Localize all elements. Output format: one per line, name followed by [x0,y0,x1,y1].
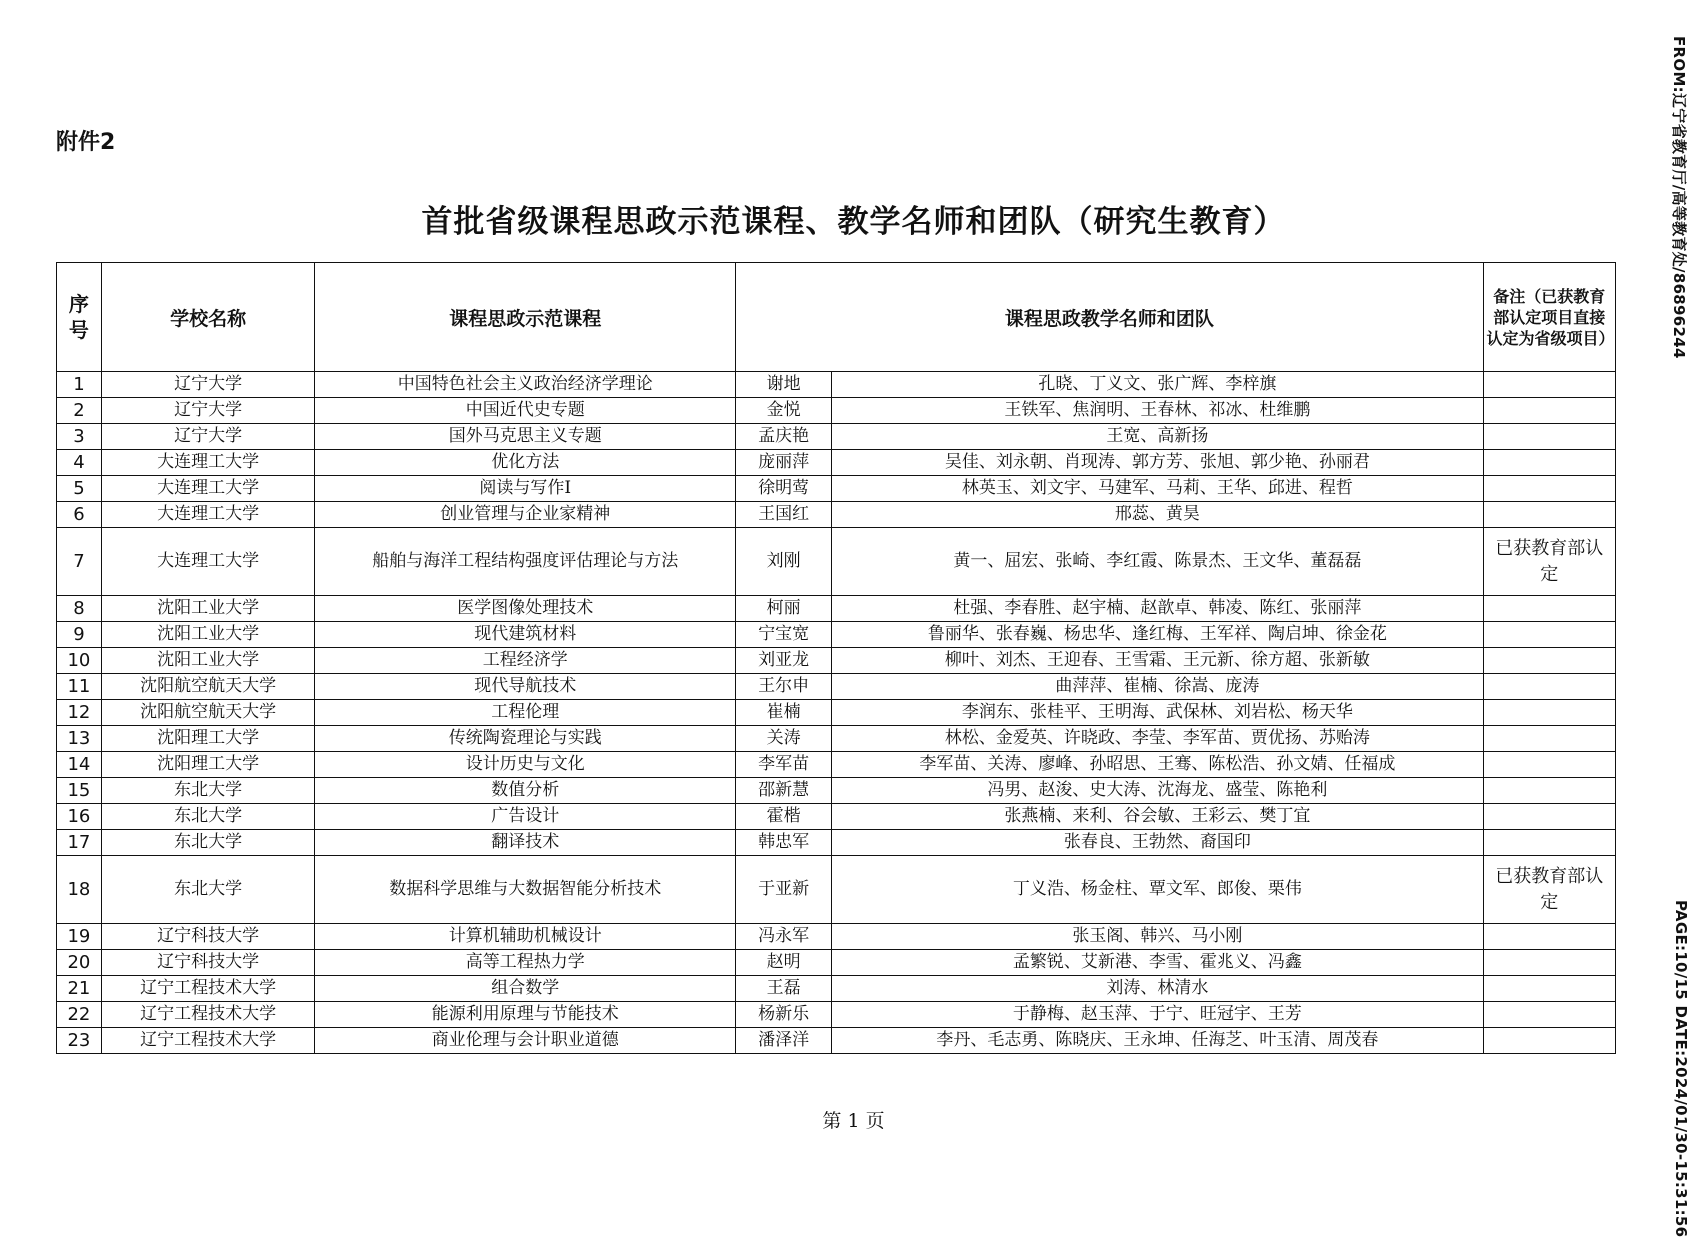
cell-lead-teacher: 王磊 [736,976,832,1002]
cell-note [1483,372,1615,398]
cell-serial-number: 7 [57,528,102,596]
cell-school-name: 东北大学 [101,856,315,924]
table-row [57,476,1616,502]
cell-course-name: 翻译技术 [315,830,736,856]
fax-header-from: FROM:辽宁省教育厅/高等教育处/86896244 [1670,36,1688,359]
cell-note [1483,950,1615,976]
cell-school-name: 辽宁工程技术大学 [101,1028,315,1054]
cell-lead-teacher: 潘泽洋 [736,1028,832,1054]
cell-lead-teacher: 孟庆艳 [736,424,832,450]
table-row [57,372,1616,398]
cell-team-members: 冯男、赵浚、史大涛、沈海龙、盛莹、陈艳利 [832,778,1483,804]
cell-lead-teacher: 于亚新 [736,856,832,924]
cell-serial-number: 12 [57,700,102,726]
table-row [57,648,1616,674]
cell-team-members: 刘涛、林清水 [832,976,1483,1002]
cell-school-name: 辽宁大学 [101,398,315,424]
cell-note [1483,726,1615,752]
cell-team-members: 张燕楠、来利、谷会敏、王彩云、樊丁宜 [832,804,1483,830]
cell-course-name: 现代建筑材料 [315,622,736,648]
table-row [57,424,1616,450]
cell-note [1483,622,1615,648]
cell-school-name: 辽宁工程技术大学 [101,976,315,1002]
cell-school-name: 沈阳航空航天大学 [101,700,315,726]
table-header-row [57,263,1616,372]
cell-school-name: 辽宁大学 [101,424,315,450]
cell-lead-teacher: 刘亚龙 [736,648,832,674]
cell-school-name: 沈阳工业大学 [101,648,315,674]
cell-course-name: 传统陶瓷理论与实践 [315,726,736,752]
cell-school-name: 辽宁工程技术大学 [101,1002,315,1028]
cell-note: 已获教育部认定 [1483,856,1615,924]
table-row [57,674,1616,700]
cell-course-name: 船舶与海洋工程结构强度评估理论与方法 [315,528,736,596]
table-row [57,726,1616,752]
cell-school-name: 东北大学 [101,830,315,856]
cell-course-name: 中国近代史专题 [315,398,736,424]
cell-note [1483,924,1615,950]
cell-serial-number: 22 [57,1002,102,1028]
cell-school-name: 大连理工大学 [101,476,315,502]
cell-serial-number: 10 [57,648,102,674]
cell-course-name: 阅读与写作I [315,476,736,502]
cell-team-members: 柳叶、刘杰、王迎春、王雪霜、王元新、徐方超、张新敏 [832,648,1483,674]
cell-course-name: 医学图像处理技术 [315,596,736,622]
cell-serial-number: 6 [57,502,102,528]
header-school-name: 学校名称 [101,263,315,372]
cell-team-members: 林松、金爱英、许晓政、李莹、李军苗、贾优扬、苏贻涛 [832,726,1483,752]
cell-note [1483,648,1615,674]
cell-serial-number: 23 [57,1028,102,1054]
cell-note [1483,1002,1615,1028]
cell-serial-number: 17 [57,830,102,856]
cell-team-members: 张春良、王勃然、裔国印 [832,830,1483,856]
cell-lead-teacher: 霍楷 [736,804,832,830]
cell-note [1483,976,1615,1002]
cell-team-members: 邢蕊、黄昊 [832,502,1483,528]
cell-course-name: 高等工程热力学 [315,950,736,976]
cell-lead-teacher: 王尔申 [736,674,832,700]
cell-note [1483,502,1615,528]
table-row [57,1028,1616,1054]
cell-serial-number: 5 [57,476,102,502]
award-table [56,262,1616,1054]
fax-header-page-date: PAGE:10/15 DATE:2024/01/30-15:31:56 [1672,900,1690,1237]
cell-team-members: 李润东、张桂平、王明海、武保林、刘岩松、杨天华 [832,700,1483,726]
cell-lead-teacher: 杨新乐 [736,1002,832,1028]
cell-serial-number: 19 [57,924,102,950]
cell-team-members: 林英玉、刘文宇、马建军、马莉、王华、邱进、程哲 [832,476,1483,502]
cell-serial-number: 2 [57,398,102,424]
cell-team-members: 王铁军、焦润明、王春林、祁冰、杜维鹏 [832,398,1483,424]
table-row [57,976,1616,1002]
cell-team-members: 孔晓、丁义文、张广辉、李梓旗 [832,372,1483,398]
cell-team-members: 曲萍萍、崔楠、徐嵩、庞涛 [832,674,1483,700]
cell-serial-number: 11 [57,674,102,700]
cell-course-name: 工程经济学 [315,648,736,674]
header-teacher-team: 课程思政教学名师和团队 [736,263,1483,372]
cell-course-name: 国外马克思主义专题 [315,424,736,450]
cell-course-name: 广告设计 [315,804,736,830]
cell-lead-teacher: 李军苗 [736,752,832,778]
cell-school-name: 沈阳理工大学 [101,752,315,778]
cell-course-name: 现代导航技术 [315,674,736,700]
table-row [57,830,1616,856]
cell-note: 已获教育部认定 [1483,528,1615,596]
cell-serial-number: 18 [57,856,102,924]
cell-serial-number: 4 [57,450,102,476]
table-body [57,372,1616,1054]
table-row [57,398,1616,424]
cell-lead-teacher: 柯丽 [736,596,832,622]
cell-school-name: 辽宁大学 [101,372,315,398]
cell-lead-teacher: 赵明 [736,950,832,976]
cell-lead-teacher: 冯永军 [736,924,832,950]
cell-serial-number: 16 [57,804,102,830]
cell-note [1483,778,1615,804]
cell-school-name: 沈阳理工大学 [101,726,315,752]
cell-lead-teacher: 庞丽萍 [736,450,832,476]
document-title: 首批省级课程思政示范课程、教学名师和团队（研究生教育） [421,204,1286,240]
cell-note [1483,1028,1615,1054]
table-row [57,596,1616,622]
cell-school-name: 东北大学 [101,804,315,830]
cell-lead-teacher: 崔楠 [736,700,832,726]
cell-team-members: 王宽、高新扬 [832,424,1483,450]
cell-school-name: 大连理工大学 [101,450,315,476]
cell-serial-number: 15 [57,778,102,804]
cell-team-members: 李丹、毛志勇、陈晓庆、王永坤、任海芝、叶玉清、周茂春 [832,1028,1483,1054]
cell-lead-teacher: 谢地 [736,372,832,398]
cell-serial-number: 13 [57,726,102,752]
cell-lead-teacher: 韩忠军 [736,830,832,856]
cell-team-members: 李军苗、关涛、廖峰、孙昭思、王骞、陈松浩、孙文婧、任福成 [832,752,1483,778]
cell-note [1483,830,1615,856]
cell-school-name: 沈阳航空航天大学 [101,674,315,700]
table-row [57,450,1616,476]
cell-note [1483,674,1615,700]
cell-note [1483,752,1615,778]
header-course: 课程思政示范课程 [315,263,736,372]
cell-team-members: 张玉阁、韩兴、马小刚 [832,924,1483,950]
table-row [57,1002,1616,1028]
cell-course-name: 创业管理与企业家精神 [315,502,736,528]
cell-lead-teacher: 王国红 [736,502,832,528]
cell-course-name: 优化方法 [315,450,736,476]
cell-school-name: 辽宁科技大学 [101,924,315,950]
cell-team-members: 黄一、屈宏、张崎、李红霞、陈景杰、王文华、董磊磊 [832,528,1483,596]
cell-note [1483,398,1615,424]
attachment-label: 附件2 [56,130,116,155]
cell-note [1483,596,1615,622]
cell-note [1483,804,1615,830]
cell-team-members: 吴佳、刘永朝、肖现涛、郭方芳、张旭、郭少艳、孙丽君 [832,450,1483,476]
cell-course-name: 中国特色社会主义政治经济学理论 [315,372,736,398]
cell-serial-number: 14 [57,752,102,778]
cell-course-name: 组合数学 [315,976,736,1002]
cell-team-members: 于静梅、赵玉萍、于宁、旺冠宇、王芳 [832,1002,1483,1028]
cell-school-name: 沈阳工业大学 [101,596,315,622]
cell-school-name: 东北大学 [101,778,315,804]
table-row [57,622,1616,648]
cell-lead-teacher: 宁宝宽 [736,622,832,648]
cell-serial-number: 9 [57,622,102,648]
table-row [57,804,1616,830]
table-row [57,778,1616,804]
table-row [57,528,1616,596]
page-number-footer: 第 1 页 [822,1110,885,1132]
cell-lead-teacher: 刘刚 [736,528,832,596]
cell-serial-number: 1 [57,372,102,398]
header-serial-number: 序号 [57,263,102,372]
cell-lead-teacher: 徐明莺 [736,476,832,502]
cell-team-members: 杜强、李春胜、赵宇楠、赵歆卓、韩凌、陈红、张丽萍 [832,596,1483,622]
cell-note [1483,424,1615,450]
table-row [57,924,1616,950]
cell-team-members: 丁义浩、杨金柱、覃文军、郎俊、栗伟 [832,856,1483,924]
cell-team-members: 孟繁锐、艾新港、李雪、霍兆义、冯鑫 [832,950,1483,976]
table-row [57,856,1616,924]
cell-note [1483,700,1615,726]
cell-course-name: 商业伦理与会计职业道德 [315,1028,736,1054]
cell-school-name: 沈阳工业大学 [101,622,315,648]
cell-course-name: 数值分析 [315,778,736,804]
cell-school-name: 大连理工大学 [101,528,315,596]
cell-school-name: 大连理工大学 [101,502,315,528]
cell-serial-number: 20 [57,950,102,976]
table-row [57,700,1616,726]
cell-course-name: 计算机辅助机械设计 [315,924,736,950]
header-note: 备注（已获教育部认定项目直接认定为省级项目） [1483,263,1615,372]
cell-note [1483,476,1615,502]
cell-course-name: 设计历史与文化 [315,752,736,778]
table-row [57,502,1616,528]
cell-serial-number: 3 [57,424,102,450]
cell-lead-teacher: 关涛 [736,726,832,752]
cell-school-name: 辽宁科技大学 [101,950,315,976]
cell-lead-teacher: 邵新慧 [736,778,832,804]
cell-course-name: 数据科学思维与大数据智能分析技术 [315,856,736,924]
cell-lead-teacher: 金悦 [736,398,832,424]
cell-course-name: 工程伦理 [315,700,736,726]
table-row [57,950,1616,976]
table-row [57,752,1616,778]
cell-note [1483,450,1615,476]
cell-course-name: 能源利用原理与节能技术 [315,1002,736,1028]
cell-team-members: 鲁丽华、张春巍、杨忠华、逢红梅、王军祥、陶启坤、徐金花 [832,622,1483,648]
cell-serial-number: 21 [57,976,102,1002]
cell-serial-number: 8 [57,596,102,622]
